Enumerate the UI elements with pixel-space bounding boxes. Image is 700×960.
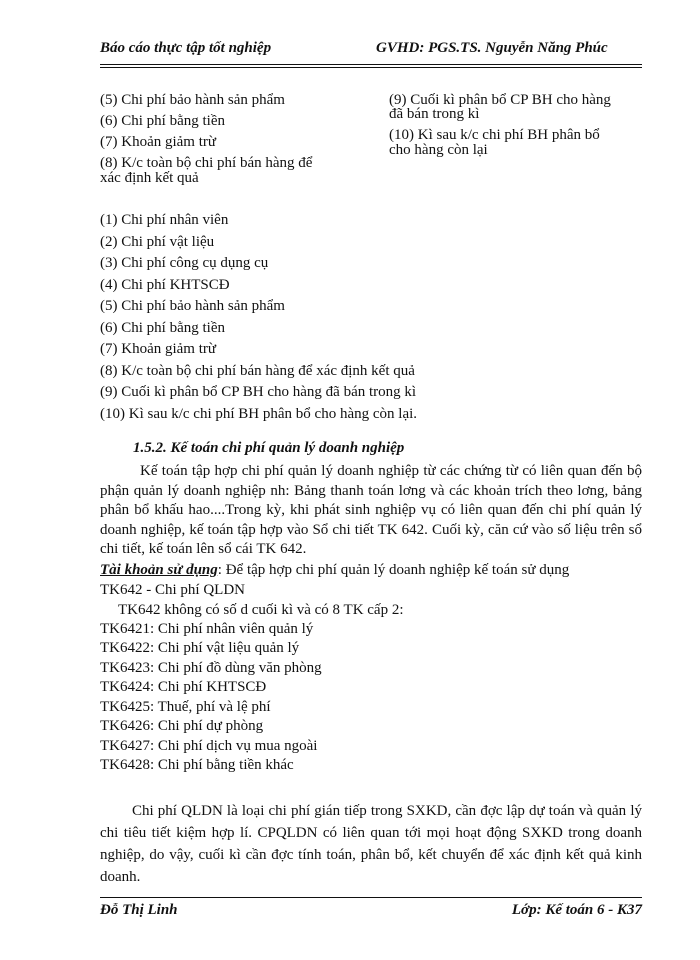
header-advisor: GVHD: PGS.TS. Nguyễn Năng Phúc xyxy=(376,40,608,56)
account-used-line xyxy=(100,562,642,579)
legend-item-4: (4) Chi phí KHTSCĐ xyxy=(100,277,230,293)
footer-rule xyxy=(100,897,642,898)
account-used-text: : Để tập hợp chi phí quản lý doanh nghiệp kế toán sử dụng xyxy=(217,562,570,578)
legend-left-item-5: (5) Chi phí bảo hành sản phẩm xyxy=(100,92,285,108)
sub-account-6425: TK6425: Thuế, phí và lệ phí xyxy=(100,699,271,715)
header-report-title: Báo cáo thực tập tốt nghiệp xyxy=(100,40,272,56)
legend-item-1: (1) Chi phí nhân viên xyxy=(100,212,229,228)
account-used-label: Tài khoản sử dụng xyxy=(100,562,218,578)
sub-account-6428: TK6428: Chi phí bằng tiền khác xyxy=(100,757,294,773)
legend-item-8: (8) K/c toàn bộ chi phí bán hàng để xác định kết quả xyxy=(100,363,415,379)
footer-class: Lớp: Kế toán 6 - K37 xyxy=(511,902,642,918)
sub-account-6421: TK6421: Chi phí nhân viên quản lý xyxy=(100,621,314,637)
legend-item-9: (9) Cuối kì phân bổ CP BH cho hàng đã bán trong kì xyxy=(100,384,417,400)
paragraph-cost-accounting: Kế toán tập hợp chi phí quản lý doanh nghiệp từ các chứng từ có liên quan đến bộ phận quản lý doanh nghiệp nh: Bảng thanh toán lơng và các khoản trích theo lơng, bảng phân bổ khấu hao....Trong kỳ, khi phát sinh nghiệp vụ có liên quan đến chi phí quản lý doanh nghiệp, kế toán tập hợp vào Sổ chi tiết TK 642. Cuối kỳ, căn cứ vào số liệu trên sổ chi tiết, kế toán lên sổ cái TK 642. xyxy=(100,463,642,557)
account-tk642: TK642 - Chi phí QLDN xyxy=(100,582,245,598)
section-heading: 1.5.2. Kế toán chi phí quản lý doanh nghiệp xyxy=(133,440,405,456)
page-footer xyxy=(100,902,642,919)
legend-item-6: (6) Chi phí bằng tiền xyxy=(100,320,225,336)
legend-right-item-10-line2: cho hàng còn lại xyxy=(389,142,488,158)
sub-account-6423: TK6423: Chi phí đồ dùng văn phòng xyxy=(100,660,322,676)
account-tk642-note: TK642 không có số d cuối kì và có 8 TK cấp 2: xyxy=(118,602,404,618)
legend-item-7: (7) Khoản giảm trừ xyxy=(100,341,217,357)
legend-left-item-8-line2: xác định kết quả xyxy=(100,170,199,186)
legend-left-item-8-line1: (8) K/c toàn bộ chi phí bán hàng để xyxy=(100,155,313,171)
header-rule-double xyxy=(100,67,642,68)
legend-right-item-10-line1: (10) Kì sau k/c chi phí BH phân bổ xyxy=(389,127,600,143)
legend-item-10: (10) Kì sau k/c chi phí BH phân bổ cho hàng còn lại. xyxy=(100,406,418,422)
header-rule xyxy=(100,64,642,65)
legend-item-5: (5) Chi phí bảo hành sản phẩm xyxy=(100,298,285,314)
legend-right-item-9-line1: (9) Cuối kì phân bổ CP BH cho hàng xyxy=(389,92,611,108)
sub-account-6424: TK6424: Chi phí KHTSCĐ xyxy=(100,679,267,695)
legend-item-3: (3) Chi phí công cụ dụng cụ xyxy=(100,255,269,271)
sub-account-6427: TK6427: Chi phí dịch vụ mua ngoài xyxy=(100,738,318,754)
sub-account-6426: TK6426: Chi phí dự phòng xyxy=(100,718,264,734)
legend-left-item-6: (6) Chi phí bằng tiền xyxy=(100,113,225,129)
legend-item-2: (2) Chi phí vật liệu xyxy=(100,234,215,250)
sub-account-6422: TK6422: Chi phí vật liệu quản lý xyxy=(100,640,300,656)
legend-right-item-9-line2: đã bán trong kì xyxy=(389,106,480,122)
footer-author: Đỗ Thị Linh xyxy=(100,902,178,918)
legend-left-item-7: (7) Khoản giảm trừ xyxy=(100,134,217,150)
paragraph-qldn: Chi phí QLDN là loại chi phí gián tiếp trong SXKD, cần đợc lập dự toán và quản lý chi tiêu tiết kiệm hợp lí. CPQLDN có liên quan tới mọi hoạt động SXKD trong doanh nghiệp, do vậy, cuối kì cần đợc tính toán, phân bổ, kết chuyển để xác định kết quả kinh doanh. xyxy=(100,803,642,885)
page-header xyxy=(100,40,642,62)
